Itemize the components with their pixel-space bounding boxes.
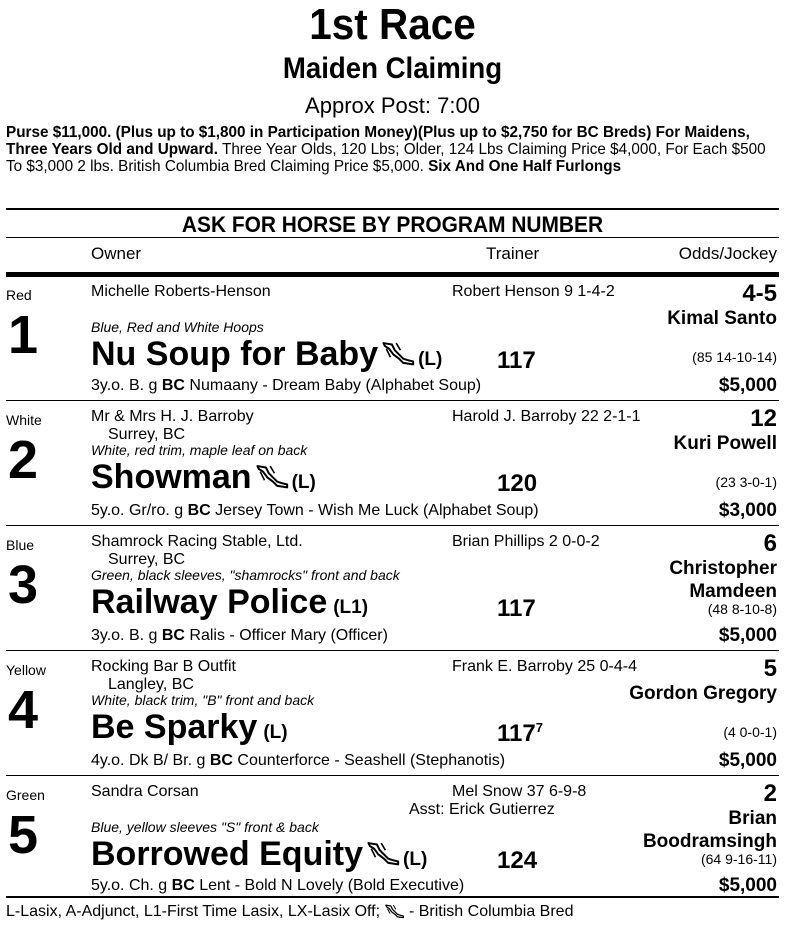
conditions-purse: Purse $11,000. (Plus up to $1,800 in Participation Money)(Plus up to $2,750 for BC Breds) For Maidens, Three Years Old and Upward. — [6, 124, 750, 158]
trainer-name: Mel Snow 37 6-9-8 — [452, 783, 587, 800]
jockey-name: Kuri Powell — [673, 433, 777, 454]
sire-dam: Ralis - Officer Mary (Officer) — [184, 627, 388, 644]
breeding-line — [91, 502, 539, 520]
entry-row — [0, 277, 785, 401]
bc-bred-icon — [385, 903, 405, 920]
saddle-cloth-color: White — [6, 412, 42, 428]
horse-name-line — [91, 708, 288, 752]
horse-name: Borrowed Equity — [91, 835, 364, 873]
jockey-name: Gordon Gregory — [629, 683, 777, 704]
program-number: 1 — [8, 305, 39, 365]
weight — [497, 589, 536, 623]
footer-legend — [6, 902, 573, 922]
claiming-price: $5,000 — [718, 750, 777, 771]
trainer-name: Robert Henson 9 1-4-2 — [452, 283, 615, 300]
silks-description: Blue, Red and White Hoops — [91, 319, 264, 335]
owner-name: Shamrock Racing Stable, Ltd. — [91, 533, 303, 550]
legend-text-end: - British Columbia Bred — [404, 903, 574, 920]
bc-bred-icon — [363, 835, 403, 873]
owner-location: Langley, BC — [108, 676, 194, 693]
owner-location: Surrey, BC — [108, 426, 186, 443]
entry-row — [0, 527, 785, 651]
saddle-cloth-color: Yellow — [6, 662, 46, 678]
weight-value: 124 — [497, 847, 538, 874]
trainer-name: Frank E. Barroby 25 0-4-4 — [452, 658, 637, 675]
program-number: 5 — [8, 805, 39, 865]
jockey-name: Christopher Mamdeen — [669, 558, 777, 602]
assistant-trainer: Asst: Erick Gutierrez — [409, 801, 555, 818]
bc-marker: BC — [187, 502, 211, 519]
race-type: Maiden Claiming — [282, 52, 503, 85]
horse-name: Be Sparky — [91, 708, 258, 746]
bc-marker: BC — [161, 377, 185, 394]
ask-banner: ASK FOR HORSE BY PROGRAM NUMBER — [181, 212, 604, 237]
horse-name-line — [91, 583, 368, 627]
owner-name: Michelle Roberts-Henson — [91, 283, 271, 300]
owner-name: Sandra Corsan — [91, 783, 199, 800]
claiming-price: $3,000 — [718, 500, 777, 521]
silks-description: White, red trim, maple leaf on back — [91, 442, 308, 458]
breeding-line — [91, 752, 505, 770]
column-odds-jockey: Odds/Jockey — [678, 244, 777, 263]
bc-marker: BC — [171, 877, 195, 894]
horse-name: Railway Police — [91, 583, 328, 621]
morning-line-odds: 6 — [763, 530, 777, 557]
sire-dam: Jersey Town - Wish Me Luck (Alphabet Soup) — [210, 502, 539, 519]
weight — [497, 714, 543, 748]
divider — [6, 208, 779, 210]
horse-name-line — [91, 335, 442, 379]
owner-name: Mr & Mrs H. J. Barroby — [91, 408, 254, 425]
jockey-record: (48 8-10-8) — [707, 601, 777, 617]
weight-value: 117 — [497, 347, 536, 374]
column-owner: Owner — [91, 244, 142, 263]
horse-name-line — [91, 458, 316, 502]
silks-description: Blue, yellow sleeves "S" front & back — [91, 819, 319, 835]
race-title: 1st Race — [309, 0, 476, 49]
sire-dam: Lent - Bold N Lovely (Bold Executive) — [194, 877, 465, 894]
breeding-line — [91, 377, 481, 395]
saddle-cloth-color: Blue — [6, 537, 35, 553]
program-number: 4 — [8, 680, 39, 740]
program-number: 2 — [8, 430, 39, 490]
saddle-cloth-color: Green — [6, 787, 45, 803]
divider — [6, 237, 779, 238]
horse-name: Showman — [91, 458, 252, 496]
medication: (L) — [418, 349, 443, 370]
conditions-distance: Six And One Half Furlongs — [428, 158, 622, 175]
bc-bred-icon — [378, 335, 418, 373]
claiming-price: $5,000 — [718, 625, 777, 646]
age-sex: 5y.o. Gr/ro. g — [91, 502, 188, 519]
trainer-name: Brian Phillips 2 0-0-2 — [452, 533, 600, 550]
breeding-line — [91, 627, 388, 645]
weight-value: 120 — [497, 470, 538, 497]
age-sex: 4y.o. Dk B/ Br. g — [91, 752, 210, 769]
morning-line-odds: 5 — [763, 655, 777, 682]
silks-description: White, black trim, "B" front and back — [91, 692, 315, 708]
post-time: Approx Post: 7:00 — [305, 93, 480, 118]
medication: (L) — [403, 849, 428, 870]
age-sex: 3y.o. B. g — [91, 627, 162, 644]
silks-description: Green, black sleeves, "shamrocks" front and back — [91, 567, 400, 583]
owner-location: Surrey, BC — [108, 551, 186, 568]
jockey-record: (23 3-0-1) — [715, 474, 777, 490]
entry-row — [0, 402, 785, 526]
bc-bred-icon — [252, 458, 292, 496]
saddle-cloth-color: Red — [6, 287, 32, 303]
jockey-record: (64 9-16-11) — [700, 851, 777, 867]
bc-marker: BC — [209, 752, 233, 769]
breeding-line — [91, 877, 464, 895]
weight-allowance: 7 — [535, 720, 543, 735]
weight — [497, 841, 537, 875]
divider — [6, 896, 779, 898]
race-conditions — [6, 124, 781, 175]
entry-divider — [6, 650, 779, 651]
entry-divider — [6, 775, 779, 776]
weight-value: 117 — [497, 720, 536, 747]
jockey-name: Brian Boodramsingh — [642, 808, 777, 852]
horse-name-line — [91, 835, 427, 879]
age-sex: 3y.o. B. g — [91, 377, 162, 394]
medication: (L) — [263, 722, 288, 743]
conditions-weights: Three Year Olds, 120 Lbs; Older, 124 Lbs Claiming Price $4,000, For Each $500 To $3,000 2 lbs. British Columbia Bred Claiming Price $5,000. — [6, 141, 766, 175]
entry-divider — [6, 400, 779, 401]
weight-value: 117 — [497, 595, 536, 622]
program-number: 3 — [8, 555, 39, 615]
jockey-record: (4 0-0-1) — [723, 724, 777, 740]
jockey-name: Kimal Santo — [667, 308, 777, 329]
entry-row — [0, 777, 785, 901]
morning-line-odds: 2 — [763, 780, 777, 807]
column-trainer: Trainer — [486, 244, 540, 263]
claiming-price: $5,000 — [718, 875, 777, 896]
morning-line-odds: 4-5 — [742, 280, 777, 307]
legend-text: L-Lasix, A-Adjunct, L1-First Time Lasix, LX-Lasix Off; — [6, 903, 385, 920]
entry-row — [0, 652, 785, 776]
entry-divider — [6, 525, 779, 526]
owner-name: Rocking Bar B Outfit — [91, 658, 236, 675]
weight — [497, 341, 536, 375]
medication: (L1) — [333, 597, 369, 618]
weight — [497, 464, 537, 498]
morning-line-odds: 12 — [750, 405, 777, 432]
claiming-price: $5,000 — [718, 375, 777, 396]
sire-dam: Numaany - Dream Baby (Alphabet Soup) — [184, 377, 482, 394]
medication: (L) — [291, 472, 316, 493]
jockey-record: (85 14-10-14) — [692, 349, 777, 365]
horse-name: Nu Soup for Baby — [91, 335, 379, 373]
sire-dam: Counterforce - Seashell (Stephanotis) — [232, 752, 506, 769]
trainer-name: Harold J. Barroby 22 2-1-1 — [452, 408, 641, 425]
age-sex: 5y.o. Ch. g — [91, 877, 172, 894]
bc-marker: BC — [161, 627, 185, 644]
